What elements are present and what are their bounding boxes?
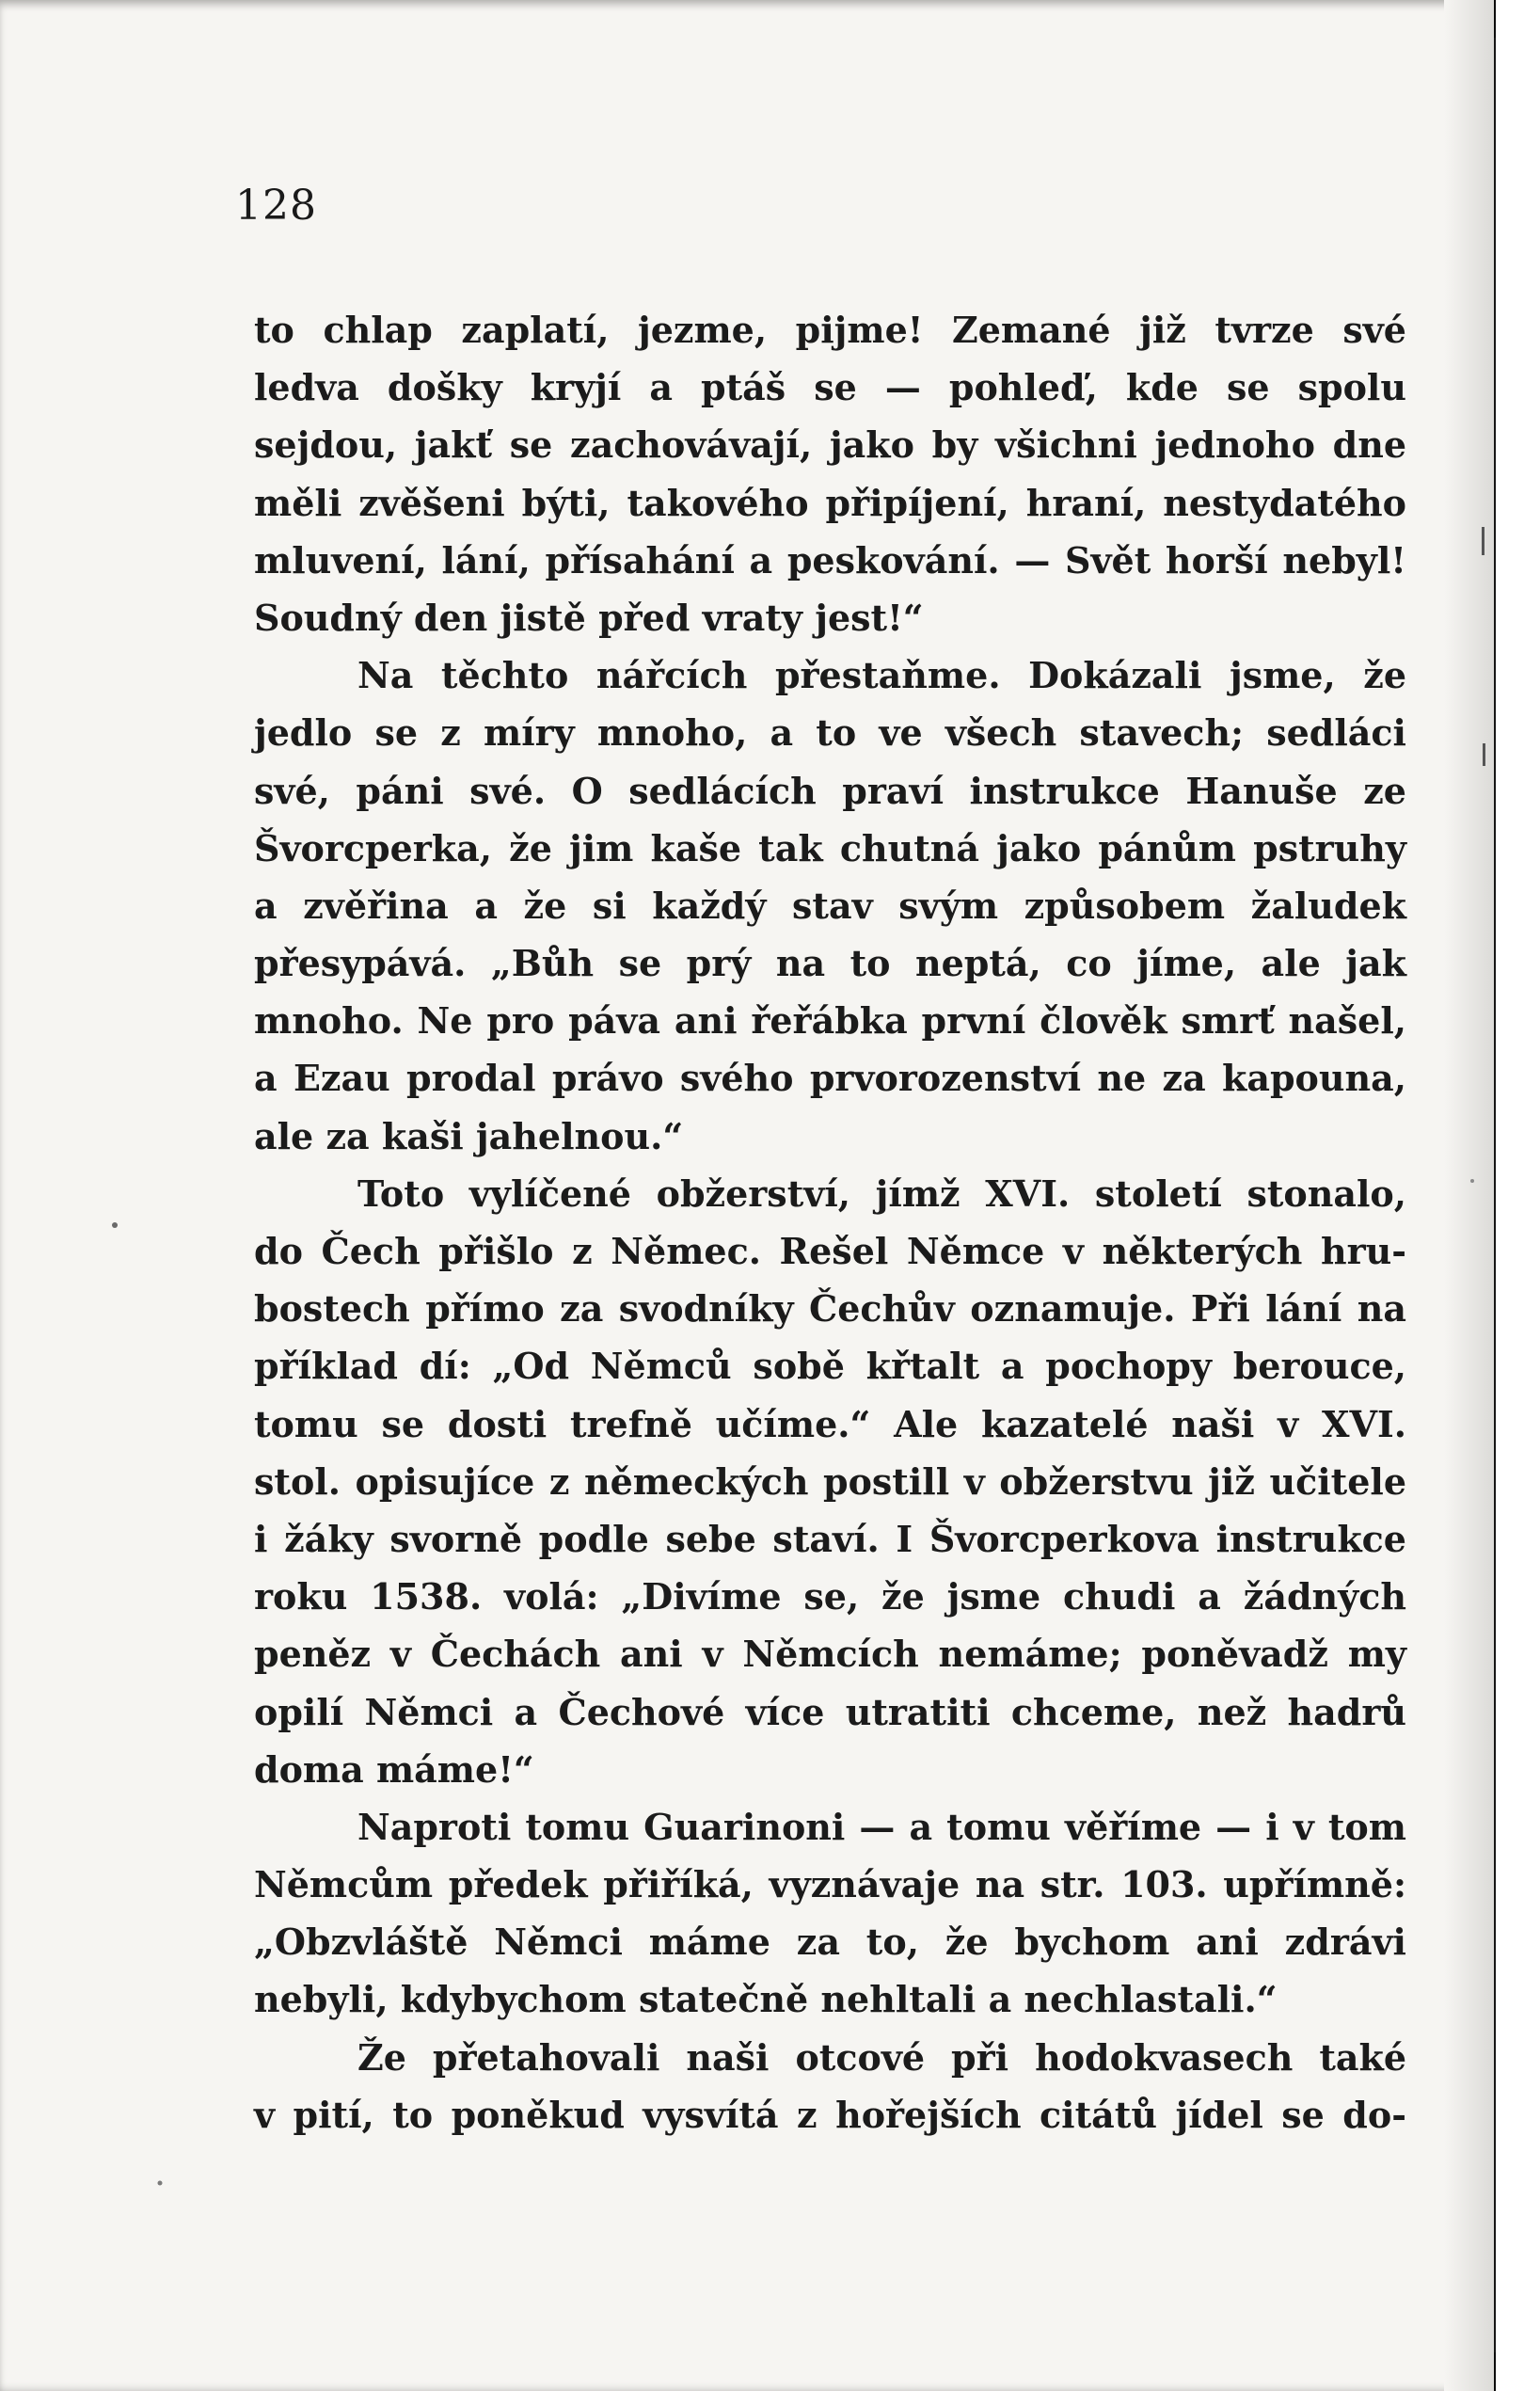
text-line: tomu se dosti trefně učíme.“ Ale kazatelé naši v XVI. [254, 1402, 1406, 1445]
text-line: stol. opisujíce z německých postill v obžerstvu již učitele [254, 1459, 1406, 1503]
text-line: Toto vylíčené obžerství, jímž XVI. století stonalo, [357, 1172, 1406, 1215]
text-line: sejdou, jakť se zachovávají, jako by všichni jednoho dne [254, 423, 1406, 467]
speck [158, 2181, 163, 2186]
text-line: „Obzvláště Němci máme za to, že bychom ani zdrávi [254, 1921, 1406, 1964]
text-line: peněz v Čechách ani v Němcích nemáme; poněvadž my [254, 1633, 1406, 1676]
speck [1483, 743, 1485, 766]
text-line: i žáky svorně podle sebe staví. I Švorcperkova instrukce [254, 1517, 1406, 1560]
text-line: příklad dí: „Od Němců sobě křtalt a pochopy berouce, [254, 1345, 1406, 1388]
text-line: bostech přímo za svodníky Čechův oznamuje. Při lání na [254, 1287, 1406, 1331]
text-line: to chlap zaplatí, jezme, pijme! Zemané již tvrze své [254, 309, 1406, 351]
scan-margin [1496, 0, 1540, 2391]
text-line: Naproti tomu Guarinoni — a tomu věříme — i v tom [357, 1805, 1406, 1848]
text-line: roku 1538. volá: „Divíme se, že jsme chudi a žádných [254, 1575, 1406, 1618]
text-line: do Čech přišlo z Němec. Rešel Němce v některých hru- [254, 1230, 1406, 1272]
text-line: a Ezau prodal právo svého prvorozenství ne za kapouna, [254, 1057, 1406, 1100]
speck [112, 1222, 118, 1228]
body-text [254, 301, 1406, 2144]
text-line: přesypává. „Bůh se prý na to neptá, co jíme, ale jak [254, 942, 1406, 985]
text-line: opilí Němci a Čechové více utratiti chceme, než hadrů [254, 1690, 1406, 1733]
text-line: Němcům předek přiříká, vyznávaje na str. 103. upřímně: [254, 1863, 1406, 1906]
speck [1482, 527, 1484, 555]
text-line: a zvěřina a že si každý stav svým způsobem žaludek [254, 884, 1406, 927]
page-number: 128 [235, 182, 317, 230]
text-line: ale za kaši jahelnou.“ [254, 1114, 684, 1157]
speck [1470, 1179, 1474, 1183]
text-line: Na těchto nářcích přestaňme. Dokázali jsme, že [357, 654, 1406, 697]
text-line: v pití, to poněkud vysvítá z hořejších citátů jídel se do- [254, 2093, 1406, 2136]
text-line: Že přetahovali naši otcové při hodokvasech také [357, 2035, 1406, 2079]
text-line: nebyli, kdybychom statečně nehltali a nechlastali.“ [254, 1978, 1278, 2021]
text-line: doma máme!“ [254, 1747, 534, 1791]
text-line: své, páni své. O sedlácích praví instrukce Hanuše ze [254, 769, 1406, 812]
text-line: Švorcperka, že jim kaše tak chutná jako pánům pstruhy [254, 826, 1406, 869]
text-line: Soudný den jistě před vraty jest!“ [254, 596, 924, 639]
text-line: jedlo se z míry mnoho, a to ve všech stavech; sedláci [254, 711, 1406, 755]
text-line: měli zvěšeni býti, takového připíjení, hraní, nestydatého [254, 481, 1406, 524]
text-line: ledva došky kryjí a ptáš se — pohleď, kde se spolu [254, 366, 1406, 409]
text-line: mnoho. Ne pro páva ani řeřábka první člověk smrť našel, [254, 999, 1406, 1043]
text-line: mluvení, lání, přísahání a peskování. — Svět horší nebyl! [254, 538, 1406, 582]
